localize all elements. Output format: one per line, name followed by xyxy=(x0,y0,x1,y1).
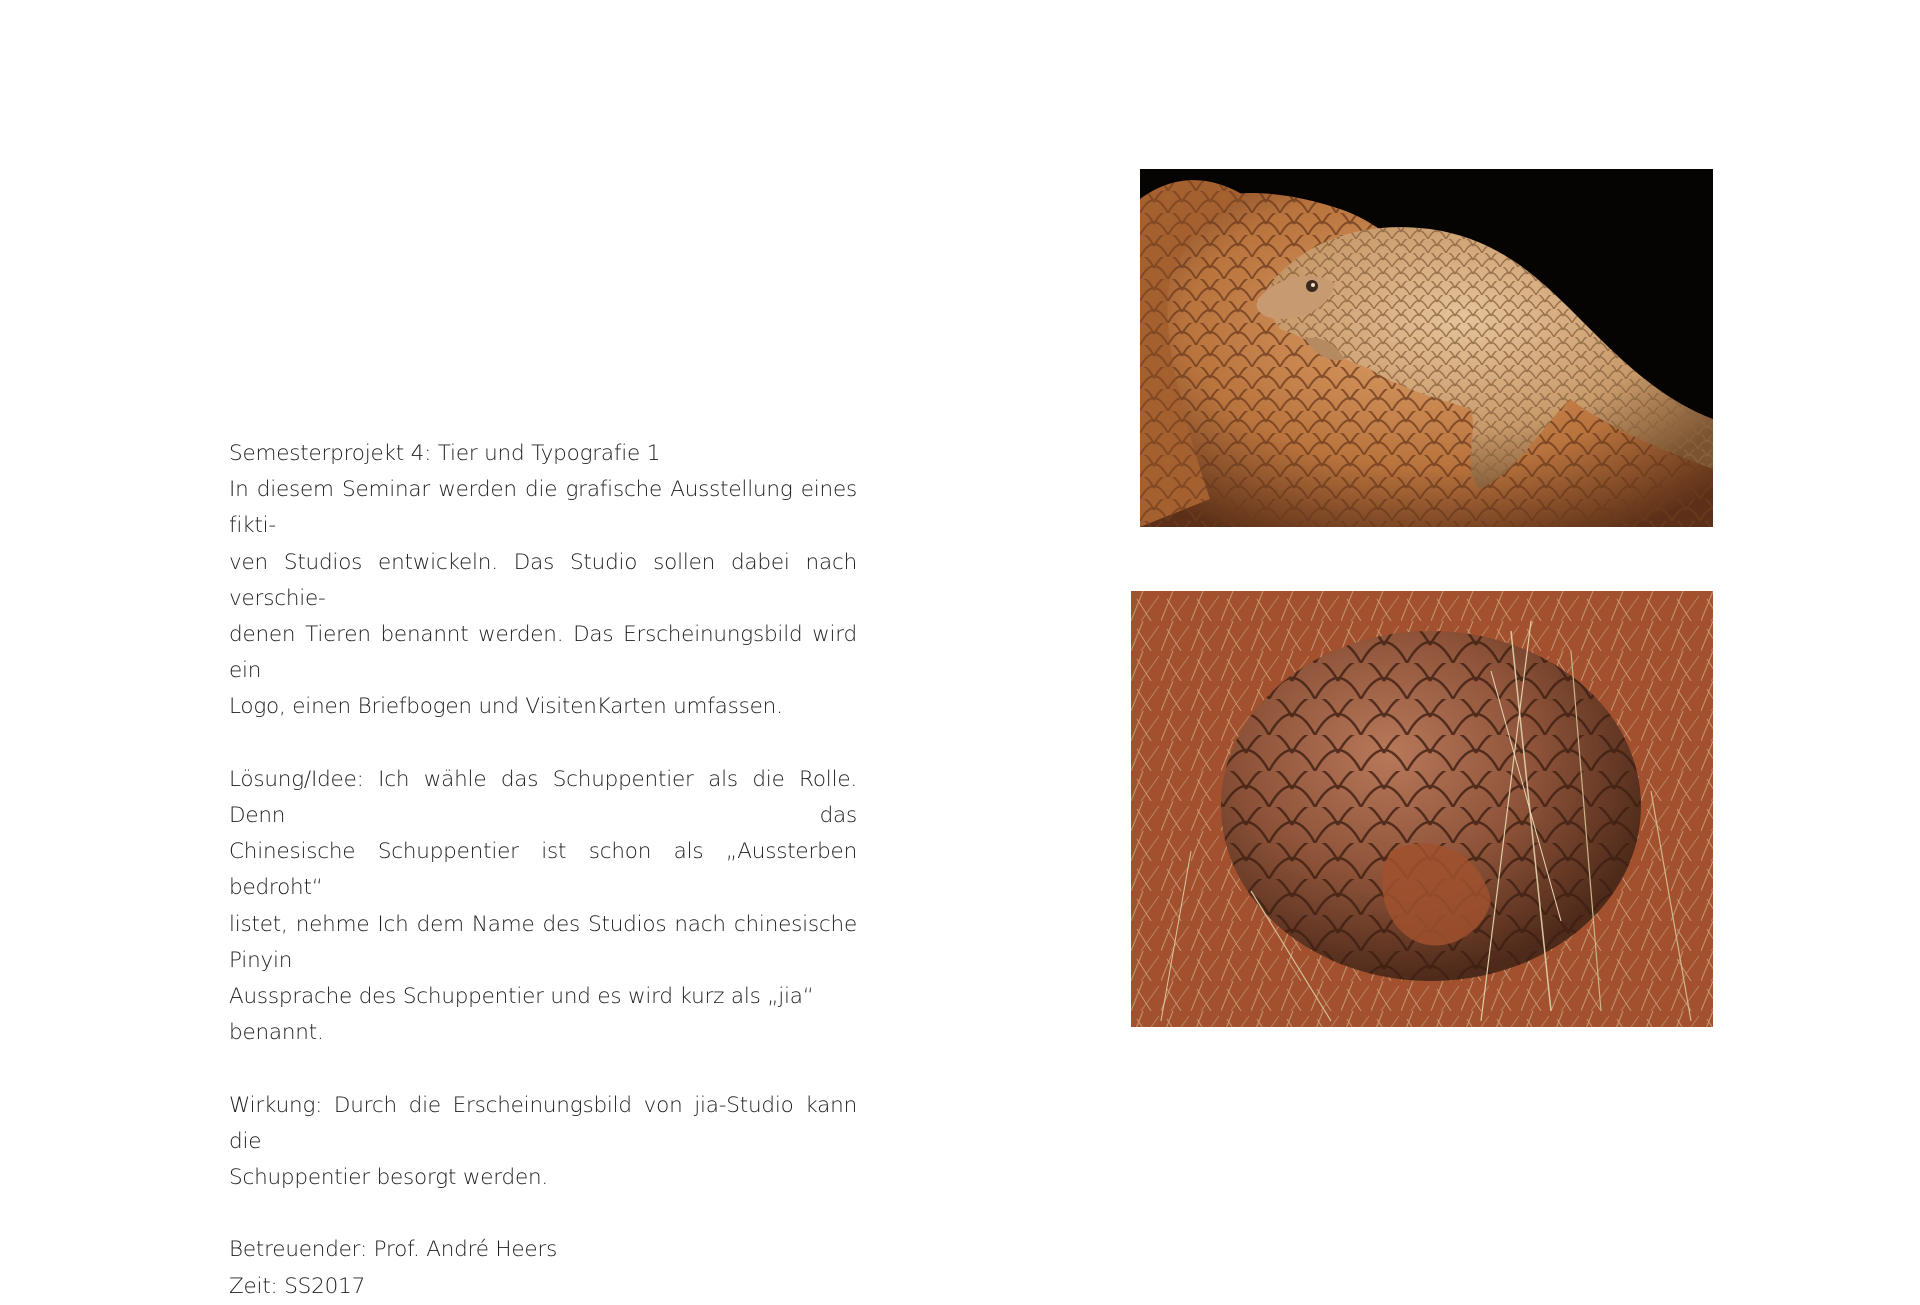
time-credit: Zeit: SS2017 xyxy=(229,1273,366,1299)
pangolin-climbing-photo xyxy=(1140,169,1713,527)
intro-line: ven Studios entwickeln. Das Studio sollen dabei nach verschie- xyxy=(229,549,857,611)
intro-line: In diesem Seminar werden die grafische Ausstellung eines fikti- xyxy=(229,477,857,539)
effect-line: Schuppentier besorgt werden. xyxy=(229,1165,549,1191)
pangolin-curled-ball-photo xyxy=(1131,591,1713,1027)
solution-line: Lösung/Idee: Ich wähle das Schuppentier als die Rolle. Denn das xyxy=(229,766,857,829)
project-title: Semesterprojekt 4: Tier und Typografie 1 xyxy=(229,441,661,466)
pangolin-curled-ball-image xyxy=(1131,591,1713,1027)
intro-line: denen Tieren benannt werden. Das Erscheinungsbild wird ein xyxy=(229,622,857,684)
intro-line: Logo, einen Briefbogen und VisitenKarten umfassen. xyxy=(229,694,783,720)
pangolin-climbing-image xyxy=(1140,169,1713,527)
supervisor-credit: Betreuender: Prof. André Heers xyxy=(229,1237,558,1263)
solution-line: listet, nehme Ich dem Name des Studios nach chinesische Pinyin xyxy=(229,911,857,973)
project-description xyxy=(229,436,857,1305)
solution-line: Chinesische Schuppentier ist schon als „Aussterben bedroht“ xyxy=(229,839,857,901)
solution-line: Aussprache des Schuppentier und es wird kurz als „jia“ benannt. xyxy=(229,984,814,1046)
effect-line: Wirkung: Durch die Erscheinungsbild von jia-Studio kann die xyxy=(229,1092,857,1154)
